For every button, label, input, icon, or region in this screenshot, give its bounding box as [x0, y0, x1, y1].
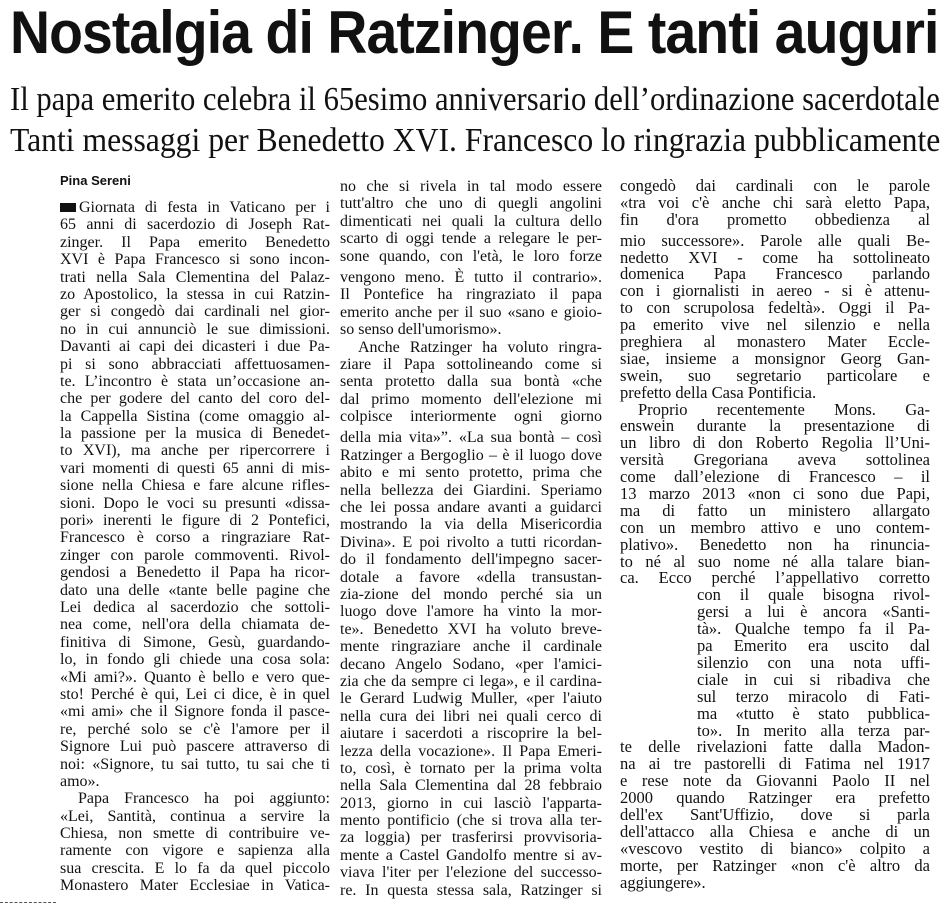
article-column-3 [620, 178, 930, 891]
line-text: della mia vita»”. «La sua bontà – così [340, 429, 602, 447]
line-text: congedò dai cardinali con le parole [620, 176, 930, 195]
text-line [60, 303, 330, 320]
line-text: mente ringraziare anche il cardinale [340, 638, 602, 656]
line-text: fin d'ora prometto obbedienza al [620, 209, 930, 229]
line-text: sone quando, con l'età, le loro forze [340, 247, 602, 265]
line-text: zinger con parole commoventi. Rivol- [60, 546, 330, 564]
line-text: morte, per Ratzinger «non c'è altro da [620, 855, 930, 875]
line-text: to con scrupolosa fedeltà». Oggi il Pa- [620, 298, 930, 318]
line-text: abito e mi sento protetto, prima che [340, 464, 602, 482]
text-line [340, 708, 602, 725]
text-line [340, 586, 602, 603]
text-line [60, 390, 330, 407]
paragraph [60, 199, 330, 790]
line-text: colpisce interiormente ogni giorno [340, 408, 602, 426]
text-line [60, 651, 330, 668]
text-line [340, 408, 602, 425]
text-line [60, 199, 330, 216]
line-text: vengono meno. È tutto il contrario». [340, 268, 602, 286]
line-text: viava l'iter per l'elezione del successo- [340, 864, 602, 882]
line-text: come dall’elezione di Francesco – il [620, 467, 930, 487]
text-line [340, 534, 602, 551]
line-text: con il quale bisogna rivol- [697, 585, 930, 605]
text-line [340, 812, 602, 829]
line-text: to». In merito alla terza par- [697, 720, 930, 740]
line-text: te». Benedetto XVI ha voluto breve- [340, 620, 602, 638]
text-line [340, 373, 602, 390]
text-line [60, 251, 330, 268]
line-text: 2000 quando Ratzinger era prefetto [620, 788, 930, 808]
text-line [340, 673, 602, 690]
line-text: ger si congedò dai cardinali nel gior- [60, 303, 330, 321]
line-text: no che si rivela in tal modo essere [340, 178, 602, 195]
line-text: senta protetto dalla sua bontà «che [340, 373, 602, 391]
line-text: trati nella Sala Clementina del Palaz- [60, 268, 330, 286]
text-line [340, 760, 602, 777]
line-text: Giornata di festa in Vaticano per i [79, 199, 330, 216]
line-text: tutt'altro che uno di quegli angolini [340, 195, 602, 213]
line-text: versità Gregoriana aveva sottolinea [620, 450, 930, 470]
text-line [60, 286, 330, 303]
text-line [340, 230, 602, 247]
text-line [60, 634, 330, 651]
line-text: «Mi ami?». Quanto è bello e vero que- [60, 668, 330, 686]
line-text: sione nella Chiesa e fare alcune rifles- [60, 477, 330, 495]
paragraph [620, 399, 930, 892]
text-line [60, 321, 330, 338]
paragraph [340, 178, 602, 339]
line-text: no in cui annunciò le sue dimissioni. [60, 320, 330, 338]
line-text: na ai tre pastorelli di Fatima nel 1917 [620, 754, 930, 774]
text-line [60, 495, 330, 512]
paragraph [620, 178, 930, 402]
line-text: silenzio con una nota uffi- [697, 652, 930, 672]
line-text: «Lei, Santità, continua a servire la [60, 807, 330, 825]
text-line [60, 877, 330, 894]
text-line [60, 442, 330, 459]
line-text: XVI è Papa Francesco si sono incon- [60, 251, 330, 269]
line-text: mento pontificio (che si trova alla ter- [340, 812, 602, 830]
line-text: «tra voi c'è anche chi sarà eletto Papa, [620, 192, 930, 212]
line-text: to, così, è tornato per la prima volta [340, 759, 602, 777]
line-text: zinger. Il Papa emerito Benedetto [60, 233, 330, 251]
byline: Pina Sereni [60, 173, 131, 188]
line-text: mio successore». Parole alle quali Be- [620, 230, 930, 250]
text-line [60, 373, 330, 390]
line-text: zo Apostolico, la stessa in cui Ratzin- [60, 285, 330, 303]
text-line [60, 408, 330, 425]
line-text: mostrando la via della Misericordia [340, 516, 602, 534]
text-line [340, 447, 602, 464]
text-line [60, 773, 330, 790]
line-text: pa Emerito era uscito dal [697, 636, 930, 656]
line-text: aiutare i sacerdoti a riscoprire la bel- [340, 725, 602, 743]
line-text: zia che da sempre ci lega», e il cardina- [340, 672, 602, 690]
text-line [60, 860, 330, 877]
text-line [340, 864, 602, 881]
text-line [340, 882, 602, 899]
subtitle-2: Tanti messaggi per Benedetto XVI. Francesco lo ringrazia pubblicamente [10, 122, 941, 159]
text-line [340, 516, 602, 533]
line-text: finitiva di Simone, Gesù, guardando- [60, 633, 330, 651]
text-line [60, 338, 330, 355]
line-text: pi si sono abbracciati affettuosamen- [60, 355, 330, 373]
text-line [60, 616, 330, 633]
text-line [340, 464, 602, 481]
line-text: Chiesa, non smette di contribuire ve- [60, 825, 330, 843]
article-column-2 [340, 178, 602, 899]
line-text: tà». Qualche tempo fa il Pa- [697, 619, 930, 639]
text-line [60, 669, 330, 686]
line-text: lezza della vocazione». Il Papa Emeri- [340, 742, 602, 760]
line-text: la passione per la musica di Benedet- [60, 425, 330, 443]
text-line [60, 790, 330, 807]
line-text: «vescovo vestito di bianco» colpito a [620, 838, 930, 858]
line-text: vari momenti di questi 65 anni di mis- [60, 459, 330, 477]
line-text: nedetto XVI - come ha sottolineato [620, 247, 930, 267]
text-line [340, 829, 602, 846]
line-text: Il Pontefice ha ringraziato il papa [340, 286, 602, 304]
line-text: 2013, giorno in cui lasciò l'apparta- [340, 794, 602, 812]
text-line [340, 304, 602, 321]
line-text: so senso dell'umorismo». [340, 321, 502, 339]
line-text: nella bellezza dei Giardini. Speriamo [340, 481, 602, 499]
article-column-1 [60, 199, 330, 895]
line-text: dato una delle «tante belle pagine che [60, 581, 330, 599]
text-line [340, 603, 602, 620]
line-text: ciale in cui si ribadiva che [697, 669, 930, 689]
line-text: nella cura dei libri nei quali cerco di [340, 707, 602, 725]
line-text: che lei possa andare avanti a guidarci [340, 499, 602, 517]
line-text: Signore Lui può pascere attraverso di [60, 738, 330, 756]
line-text: gendosi a Benedetto il Papa ha ricor- [60, 564, 330, 582]
text-line [340, 213, 602, 230]
line-text: prefetto della Casa Pontificia. [620, 382, 817, 402]
line-text: lo, in fondo gli chiede una cosa sola: [60, 651, 330, 669]
line-text: sul terzo miracolo di Fati- [697, 686, 930, 706]
text-line [60, 512, 330, 529]
text-line [60, 686, 330, 703]
line-text: «mi ami» che il Signore fonda il pasce- [60, 703, 330, 721]
text-line [620, 872, 930, 892]
line-text: preghiera al monastero Mater Eccle- [620, 332, 930, 352]
text-line [340, 656, 602, 673]
text-line [340, 195, 602, 212]
line-text: nea come, nell'ora della chiamata de- [60, 616, 330, 634]
line-text: 13 marzo 2013 «non ci sono due Papi, [620, 484, 930, 504]
line-text: 65 anni di sacerdozio di Joseph Rat- [60, 216, 330, 234]
line-text: gersi a lui è ancora «Santi- [697, 602, 930, 622]
text-line [340, 321, 602, 338]
line-text: sua crescita. E lo fa da quel piccolo [60, 859, 330, 877]
line-text: mente a Castel Gandolfo mentre si av- [340, 846, 602, 864]
text-line [60, 477, 330, 494]
text-line [340, 795, 602, 812]
text-line [340, 638, 602, 655]
line-text: swein, suo segretario particolare e [620, 365, 930, 385]
text-line [340, 286, 602, 303]
line-text: te delle rivelazioni fatte dalla Madon- [620, 737, 930, 757]
line-text: ziare il Papa sottolineando come si [340, 355, 602, 373]
line-text: Proprio recentemente Mons. Ga- [638, 399, 930, 419]
text-line [340, 777, 602, 794]
paragraph [60, 790, 330, 894]
line-text: nella Sala Clementina dal 28 febbraio [340, 777, 602, 795]
text-line [340, 356, 602, 373]
line-text: re, perché solo se c'è l'amore per il [60, 720, 330, 738]
text-line [620, 209, 930, 229]
line-text: ma «tutto è stato pubblica- [697, 703, 930, 723]
text-line [340, 621, 602, 638]
line-text: sioni. Dopo le voci su presunti «dissa- [60, 494, 330, 512]
line-text: Papa Francesco ha poi aggiunto: [78, 790, 330, 808]
text-line [340, 429, 602, 446]
line-text: siae, insieme a monsignor Georg Gan- [620, 348, 930, 368]
text-line [340, 569, 602, 586]
text-line [60, 234, 330, 251]
line-text: te. L’incontro è stata un’occasione an- [60, 372, 330, 390]
line-text: che per godere del canto del coro del- [60, 390, 330, 408]
line-text: la Cappella Sistina (come omaggio al- [60, 407, 330, 425]
paragraph [340, 339, 602, 900]
line-text: zia-zione del mondo perché sia un [340, 585, 602, 603]
line-text: aggiungere». [620, 872, 706, 892]
text-line [340, 725, 602, 742]
line-text: Divina». E poi rivolto a tutti ricordan- [340, 533, 602, 551]
line-text: emerito anche per il suo «sano e gioio- [340, 303, 602, 321]
line-text: noi: «Signore, tu sai tutto, tu sai che ti [60, 755, 330, 773]
text-line [60, 721, 330, 738]
text-line [60, 825, 330, 842]
text-line [340, 339, 602, 356]
text-line [340, 482, 602, 499]
line-text: decano Angelo Sodano, «per l'amici- [340, 655, 602, 673]
line-text: Francesco è corso a ringraziare Rat- [60, 529, 330, 547]
line-text: pa emerito vive nel silenzio e nella [620, 315, 930, 335]
line-text: con i giornalisti in aereo - si è attenu- [620, 281, 930, 301]
line-text: plativo». Benedetto non ha rinuncia- [620, 534, 930, 554]
text-line [340, 178, 602, 195]
line-text: to né al suo nome né alla talare bian- [620, 551, 930, 571]
line-text: ca. Ecco perché l’appellativo corretto [620, 568, 930, 588]
text-line [340, 248, 602, 265]
line-text: Lei dedica al sacerdozio che sottoli- [60, 598, 330, 616]
line-text: to XVI), ma anche per ripercorrere i [60, 442, 330, 460]
line-text: luogo dove l'amore ha vinto la mor- [340, 603, 602, 621]
subtitle-1: Il papa emerito celebra il 65esimo anniversario dell’ordinazione sacerdotale [10, 81, 940, 118]
text-line [60, 599, 330, 616]
paragraph-marker-icon [60, 203, 76, 212]
line-text: dal primo momento dell'elezione mi [340, 390, 602, 408]
text-line [60, 582, 330, 599]
text-line [60, 564, 330, 581]
line-text: le Gerard Ludwig Muller, «per l'aiuto [340, 690, 602, 708]
text-line [60, 756, 330, 773]
text-line [340, 847, 602, 864]
text-line [340, 743, 602, 760]
text-line [340, 391, 602, 408]
line-text: enswein durante la presentazione di [620, 416, 930, 436]
line-text: ma di fatto un ministero allargato [620, 500, 930, 520]
line-text: dimenticati nei quali la cultura dello [340, 212, 602, 230]
line-text: e rese note da Giovanni Paolo II nel [620, 771, 930, 791]
line-text: amo». [60, 772, 100, 790]
text-line [60, 356, 330, 373]
text-line [60, 529, 330, 546]
line-text: pori» inerenti le figure di 2 Pontefici, [60, 512, 330, 530]
headline: Nostalgia di Ratzinger. E tanti auguri [10, 0, 939, 66]
text-line [60, 703, 330, 720]
text-line [60, 738, 330, 755]
text-line [340, 690, 602, 707]
line-text: scarto di oggi tende a relegare le per- [340, 230, 602, 248]
text-line [60, 808, 330, 825]
text-line [60, 460, 330, 477]
line-text: dotale a favore «della transustan- [340, 568, 602, 586]
line-text: dell'attacco alla Chiesa e anche di un [620, 821, 930, 841]
line-text: domenica Papa Francesco parlando [620, 264, 930, 284]
line-text: Davanti ai capi dei dicasteri i due Pa- [60, 338, 330, 356]
line-text: sto! Perché è qui, Lei ci dice, è in quel [60, 685, 330, 703]
line-text: un libro di don Roberto Regolia ll’Uni- [620, 433, 930, 453]
text-line [60, 547, 330, 564]
line-text: Monastero Mater Ecclesiae in Vatica- [60, 877, 330, 895]
text-line [340, 269, 602, 286]
divider [0, 902, 56, 903]
line-text: Anche Ratzinger ha voluto ringra- [358, 338, 602, 356]
text-line [340, 499, 602, 516]
text-line [60, 842, 330, 859]
line-text: Ratzinger a Bergoglio – è il luogo dove [340, 446, 602, 464]
line-text: con un membro attivo e uno contem- [620, 517, 930, 537]
line-text: re. In questa stessa sala, Ratzinger si [340, 881, 602, 899]
text-line [60, 216, 330, 233]
text-line [60, 269, 330, 286]
line-text: ramente con vigore e sapienza alla [60, 842, 330, 860]
line-text: za loggia) per trasferirsi provvisoria- [340, 829, 602, 847]
line-text: dell'ex Sant'Uffizio, dove si parla [620, 804, 930, 824]
text-line [60, 425, 330, 442]
text-line [340, 551, 602, 568]
line-text: do il fondamento dell'impegno sacer- [340, 551, 602, 569]
